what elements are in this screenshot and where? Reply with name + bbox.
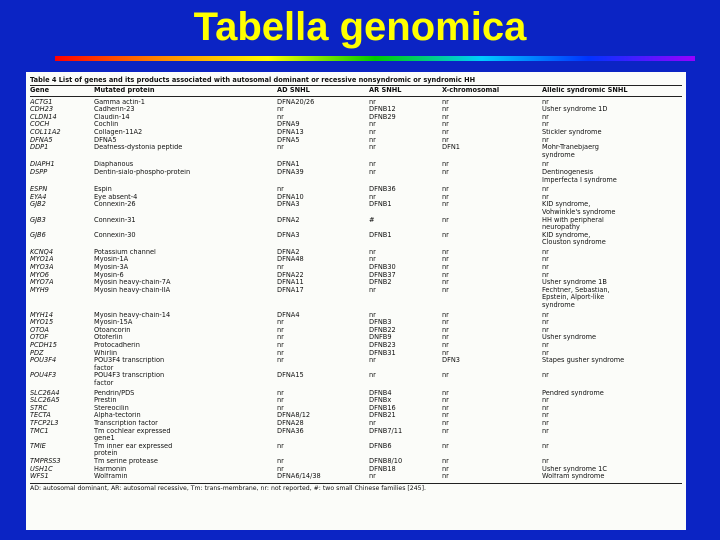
- table-footnote: AD: autosomal dominant, AR: autosomal recessive, Tm: trans-membrane, nr: not reported, #: two small Chinese families [245].: [30, 483, 682, 493]
- allelic-syndrome-cell: nr: [542, 264, 549, 272]
- ar-snhl-cell: nr: [369, 161, 376, 169]
- ad-snhl-cell: nr: [277, 465, 284, 473]
- allelic-syndrome-cell: KID syndrome, Vohwinkle's syndrome: [542, 201, 616, 216]
- x-chromosomal-cell: nr: [442, 256, 449, 264]
- gene-cell: MYO6: [30, 271, 49, 279]
- ar-snhl-cell: DFNB30: [369, 264, 396, 272]
- ar-snhl-cell: DFNB37: [369, 271, 396, 279]
- gene-cell: TMPRSS3: [30, 457, 61, 465]
- ar-snhl-cell: nr: [369, 473, 376, 481]
- allelic-syndrome-cell: nr: [542, 412, 549, 420]
- ad-snhl-cell: nr: [277, 397, 284, 405]
- ad-snhl-cell: nr: [277, 264, 284, 272]
- protein-cell: Diaphanous: [94, 161, 134, 169]
- header-allelic-syndromic: Allelic syndromic SNHL: [542, 87, 628, 94]
- table-row: [30, 129, 682, 137]
- allelic-syndrome-cell: Usher syndrome 1C: [542, 465, 607, 473]
- ar-snhl-cell: nr: [369, 419, 376, 427]
- x-chromosomal-cell: nr: [442, 216, 449, 224]
- gene-cell: TFCP2L3: [30, 419, 59, 427]
- ar-snhl-cell: nr: [369, 144, 376, 152]
- table-row: [30, 99, 682, 107]
- x-chromosomal-cell: nr: [442, 465, 449, 473]
- x-chromosomal-cell: nr: [442, 419, 449, 427]
- ad-snhl-cell: DFNA3: [277, 231, 300, 239]
- x-chromosomal-cell: nr: [442, 113, 449, 121]
- gene-cell: OTOF: [30, 334, 49, 342]
- allelic-syndrome-cell: nr: [542, 256, 549, 264]
- protein-cell: Connexin-26: [94, 201, 136, 209]
- x-chromosomal-cell: nr: [442, 161, 449, 169]
- ad-snhl-cell: DFNA20/26: [277, 98, 315, 106]
- gene-cell: KCNQ4: [30, 248, 54, 256]
- header-gene: Gene: [30, 87, 50, 94]
- ad-snhl-cell: nr: [277, 106, 284, 114]
- x-chromosomal-cell: nr: [442, 248, 449, 256]
- gene-cell: MYH14: [30, 311, 54, 319]
- x-chromosomal-cell: nr: [442, 473, 449, 481]
- ad-snhl-cell: nr: [277, 457, 284, 465]
- x-chromosomal-cell: nr: [442, 193, 449, 201]
- protein-cell: Harmonin: [94, 465, 127, 473]
- table-row: [30, 390, 682, 398]
- table-row: [30, 217, 682, 232]
- protein-cell: Collagen-11A2: [94, 128, 143, 136]
- ad-snhl-cell: DFNA3: [277, 201, 300, 209]
- x-chromosomal-cell: DFN3: [442, 357, 460, 365]
- allelic-syndrome-cell: nr: [542, 397, 549, 405]
- protein-cell: Prestin: [94, 397, 117, 405]
- gene-cell: COL11A2: [30, 128, 61, 136]
- gene-cell: MYO1A: [30, 256, 54, 264]
- protein-cell: Wolframin: [94, 473, 128, 481]
- table-row: [30, 201, 682, 216]
- table-row: [30, 194, 682, 202]
- x-chromosomal-cell: nr: [442, 271, 449, 279]
- protein-cell: Cochlin: [94, 121, 119, 129]
- allelic-syndrome-cell: Wolfram syndrome: [542, 473, 605, 481]
- allelic-syndrome-cell: nr: [542, 326, 549, 334]
- ar-snhl-cell: nr: [369, 98, 376, 106]
- ar-snhl-cell: nr: [369, 357, 376, 365]
- table-caption: Table 4 List of genes and its products associated with autosomal dominant or recessive nonsyndromic or syndromic HH: [30, 76, 682, 86]
- table-row: [30, 473, 682, 481]
- ar-snhl-cell: nr: [369, 121, 376, 129]
- protein-cell: Transcription factor: [94, 419, 158, 427]
- table-row: [30, 342, 682, 350]
- allelic-syndrome-cell: nr: [542, 319, 549, 327]
- ar-snhl-cell: nr: [369, 286, 376, 294]
- x-chromosomal-cell: nr: [442, 404, 449, 412]
- table-row: [30, 357, 682, 372]
- allelic-syndrome-cell: nr: [542, 136, 549, 144]
- allelic-syndrome-cell: KID syndrome, Clouston syndrome: [542, 231, 606, 247]
- table-row: [30, 334, 682, 342]
- protein-cell: Myosin-3A: [94, 264, 129, 272]
- ar-snhl-cell: nr: [369, 372, 376, 380]
- protein-cell: Claudin-14: [94, 113, 130, 121]
- allelic-syndrome-cell: nr: [542, 161, 549, 169]
- ad-snhl-cell: DFNA1: [277, 161, 300, 169]
- ad-snhl-cell: DFNA2: [277, 248, 300, 256]
- protein-cell: Tm inner ear expressed protein: [94, 442, 173, 458]
- ad-snhl-cell: DFNA36: [277, 427, 304, 435]
- header-ar-snhl: AR SNHL: [369, 87, 402, 94]
- table-row: [30, 428, 682, 443]
- ar-snhl-cell: DFNB22: [369, 326, 396, 334]
- gene-cell: TECTA: [30, 412, 51, 420]
- table-row: [30, 121, 682, 129]
- ar-snhl-cell: nr: [369, 193, 376, 201]
- protein-cell: Stereocilin: [94, 404, 129, 412]
- protein-cell: Myosin heavy-chain-7A: [94, 279, 171, 287]
- ad-snhl-cell: DFNA10: [277, 193, 304, 201]
- table-row: [30, 256, 682, 264]
- ad-snhl-cell: DFNA11: [277, 279, 304, 287]
- table-row: [30, 106, 682, 114]
- gene-cell: DSPP: [30, 168, 48, 176]
- ar-snhl-cell: DFNB2: [369, 279, 392, 287]
- allelic-syndrome-cell: nr: [542, 311, 549, 319]
- x-chromosomal-cell: nr: [442, 168, 449, 176]
- ar-snhl-cell: DFNB7/11: [369, 427, 403, 435]
- ad-snhl-cell: DFNA39: [277, 168, 304, 176]
- allelic-syndrome-cell: nr: [542, 113, 549, 121]
- header-ad-snhl: AD SNHL: [277, 87, 310, 94]
- allelic-syndrome-cell: Usher syndrome 1B: [542, 279, 607, 287]
- table-row: [30, 137, 682, 145]
- ad-snhl-cell: nr: [277, 442, 284, 450]
- table-row: [30, 249, 682, 257]
- gene-cell: POU3F4: [30, 357, 57, 365]
- x-chromosomal-cell: nr: [442, 427, 449, 435]
- x-chromosomal-cell: nr: [442, 372, 449, 380]
- x-chromosomal-cell: nr: [442, 128, 449, 136]
- gene-cell: PDZ: [30, 349, 44, 357]
- ad-snhl-cell: nr: [277, 404, 284, 412]
- allelic-syndrome-cell: nr: [542, 457, 549, 465]
- protein-cell: Connexin-30: [94, 231, 136, 239]
- ar-snhl-cell: DFNB23: [369, 342, 396, 349]
- x-chromosomal-cell: nr: [442, 334, 449, 342]
- x-chromosomal-cell: nr: [442, 311, 449, 319]
- x-chromosomal-cell: nr: [442, 412, 449, 420]
- row-group: [30, 312, 682, 388]
- row-group: [30, 99, 682, 160]
- gene-cell: STRC: [30, 404, 48, 412]
- ad-snhl-cell: DFNA28: [277, 419, 304, 427]
- genomic-table: [26, 72, 686, 530]
- gene-cell: DFNA5: [30, 136, 53, 144]
- gene-cell: ACTG1: [30, 98, 53, 106]
- ar-snhl-cell: DFNB29: [369, 113, 396, 121]
- protein-cell: Alpha-tectorin: [94, 412, 141, 420]
- ad-snhl-cell: DFNA13: [277, 128, 304, 136]
- table-row: [30, 114, 682, 122]
- row-group: [30, 249, 682, 310]
- table-row: [30, 186, 682, 194]
- allelic-syndrome-cell: nr: [542, 193, 549, 201]
- ad-snhl-cell: DFNA22: [277, 271, 304, 279]
- allelic-syndrome-cell: nr: [542, 427, 549, 435]
- x-chromosomal-cell: nr: [442, 106, 449, 114]
- allelic-syndrome-cell: nr: [542, 121, 549, 129]
- ar-snhl-cell: nr: [369, 311, 376, 319]
- protein-cell: Espin: [94, 186, 112, 194]
- ar-snhl-cell: DFNB21: [369, 412, 396, 420]
- allelic-syndrome-cell: Stapes gusher syndrome: [542, 357, 625, 365]
- ad-snhl-cell: DFNA5: [277, 136, 300, 144]
- table-row: [30, 161, 682, 169]
- gene-cell: MYO7A: [30, 279, 54, 287]
- gene-cell: GJB6: [30, 231, 46, 239]
- allelic-syndrome-cell: nr: [542, 404, 549, 412]
- protein-cell: Whirlin: [94, 349, 118, 357]
- ad-snhl-cell: nr: [277, 186, 284, 194]
- table-row: [30, 397, 682, 405]
- table-row: [30, 232, 682, 247]
- ar-snhl-cell: DFNB6: [369, 442, 392, 450]
- ad-snhl-cell: DFNA4: [277, 311, 300, 319]
- x-chromosomal-cell: nr: [442, 342, 449, 349]
- row-group: [30, 186, 682, 247]
- ar-snhl-cell: DFNB12: [369, 106, 396, 114]
- x-chromosomal-cell: nr: [442, 457, 449, 465]
- ad-snhl-cell: nr: [277, 389, 284, 397]
- protein-cell: Cadherin-23: [94, 106, 135, 114]
- table-body: [30, 99, 682, 481]
- protein-cell: Myosin-1A: [94, 256, 129, 264]
- ad-snhl-cell: nr: [277, 357, 284, 365]
- x-chromosomal-cell: nr: [442, 264, 449, 272]
- row-group: [30, 161, 682, 184]
- ad-snhl-cell: DFNA2: [277, 216, 300, 224]
- rainbow-divider: [55, 56, 695, 61]
- gene-cell: MYO3A: [30, 264, 54, 272]
- allelic-syndrome-cell: Dentinogenesis Imperfecta I syndrome: [542, 168, 617, 184]
- allelic-syndrome-cell: nr: [542, 372, 549, 380]
- ar-snhl-cell: nr: [369, 248, 376, 256]
- table-row: [30, 466, 682, 474]
- ar-snhl-cell: nr: [369, 168, 376, 176]
- gene-cell: CLDN14: [30, 113, 57, 121]
- ad-snhl-cell: nr: [277, 319, 284, 327]
- ad-snhl-cell: nr: [277, 144, 284, 152]
- table-row: [30, 272, 682, 280]
- table-row: [30, 264, 682, 272]
- ar-snhl-cell: DFNB3: [369, 319, 392, 327]
- table-row: [30, 458, 682, 466]
- ar-snhl-cell: #: [369, 216, 375, 224]
- ar-snhl-cell: nr: [369, 136, 376, 144]
- protein-cell: Dentin-sialo-phospho-protein: [94, 168, 191, 176]
- x-chromosomal-cell: nr: [442, 136, 449, 144]
- table-row: [30, 279, 682, 287]
- protein-cell: POU3F4 transcription factor: [94, 357, 165, 372]
- protein-cell: Gamma actin-1: [94, 98, 145, 106]
- ar-snhl-cell: DFNB31: [369, 349, 396, 357]
- protein-cell: Tm cochlear expressed gene1: [94, 427, 171, 443]
- x-chromosomal-cell: nr: [442, 121, 449, 129]
- protein-cell: Myosin heavy-chain-IIA: [94, 286, 171, 294]
- gene-cell: ESPN: [30, 186, 48, 194]
- allelic-syndrome-cell: nr: [542, 271, 549, 279]
- slide-title: Tabella genomica: [193, 5, 527, 49]
- gene-cell: GJB2: [30, 201, 46, 209]
- x-chromosomal-cell: nr: [442, 201, 449, 209]
- allelic-syndrome-cell: nr: [542, 186, 549, 194]
- x-chromosomal-cell: nr: [442, 279, 449, 287]
- header-mutated-protein: Mutated protein: [94, 87, 155, 94]
- ad-snhl-cell: nr: [277, 326, 284, 334]
- x-chromosomal-cell: nr: [442, 319, 449, 327]
- x-chromosomal-cell: nr: [442, 397, 449, 405]
- protein-cell: Protocadherin: [94, 342, 140, 349]
- allelic-syndrome-cell: Pendred syndrome: [542, 389, 604, 397]
- ar-snhl-cell: DFNB18: [369, 465, 396, 473]
- ad-snhl-cell: nr: [277, 334, 284, 342]
- table-row: [30, 312, 682, 320]
- row-group: [30, 390, 682, 481]
- ar-snhl-cell: DFNB16: [369, 404, 396, 412]
- x-chromosomal-cell: nr: [442, 286, 449, 294]
- ad-snhl-cell: nr: [277, 342, 284, 349]
- ar-snhl-cell: DFNB8/10: [369, 457, 403, 465]
- protein-cell: POU4F3 transcription factor: [94, 372, 165, 387]
- x-chromosomal-cell: nr: [442, 349, 449, 357]
- ar-snhl-cell: DFNBx: [369, 397, 392, 405]
- gene-cell: EYA4: [30, 193, 47, 201]
- protein-cell: Connexin-31: [94, 216, 136, 224]
- ad-snhl-cell: nr: [277, 113, 284, 121]
- x-chromosomal-cell: nr: [442, 186, 449, 194]
- protein-cell: Myosin heavy-chain-14: [94, 311, 171, 319]
- x-chromosomal-cell: nr: [442, 231, 449, 239]
- table-header-row: [30, 86, 682, 97]
- ad-snhl-cell: DFNA8/12: [277, 412, 311, 420]
- ar-snhl-cell: nr: [369, 256, 376, 264]
- gene-cell: DDP1: [30, 144, 49, 152]
- x-chromosomal-cell: nr: [442, 442, 449, 450]
- protein-cell: Tm serine protease: [94, 457, 158, 465]
- ar-snhl-cell: nr: [369, 128, 376, 136]
- gene-cell: MYO15: [30, 319, 54, 327]
- ar-snhl-cell: DNFB9: [369, 334, 392, 342]
- gene-cell: SLC26A4: [30, 389, 60, 397]
- allelic-syndrome-cell: Mohr-Tranebjaerg syndrome: [542, 144, 599, 159]
- ad-snhl-cell: DFNA6/14/38: [277, 473, 321, 481]
- allelic-syndrome-cell: nr: [542, 248, 549, 256]
- protein-cell: Eye absent-4: [94, 193, 138, 201]
- gene-cell: USH1C: [30, 465, 53, 473]
- gene-cell: PCDH15: [30, 342, 58, 349]
- gene-cell: CDH23: [30, 106, 54, 114]
- ar-snhl-cell: DFNB1: [369, 231, 392, 239]
- allelic-syndrome-cell: nr: [542, 442, 549, 450]
- ad-snhl-cell: DFNA48: [277, 256, 304, 264]
- x-chromosomal-cell: nr: [442, 98, 449, 106]
- allelic-syndrome-cell: HH with peripheral neuropathy: [542, 216, 604, 232]
- gene-cell: WFS1: [30, 473, 49, 481]
- ar-snhl-cell: DFNB36: [369, 186, 396, 194]
- allelic-syndrome-cell: nr: [542, 98, 549, 106]
- x-chromosomal-cell: DFN1: [442, 144, 460, 152]
- protein-cell: DFNA5: [94, 136, 117, 144]
- table-row: [30, 350, 682, 358]
- gene-cell: SLC26A5: [30, 397, 60, 405]
- allelic-syndrome-cell: Fechtner, Sebastian, Epstein, Alport-like syndrome: [542, 286, 610, 310]
- table-row: [30, 372, 682, 387]
- ad-snhl-cell: DFNA15: [277, 372, 304, 380]
- gene-cell: MYH9: [30, 286, 49, 294]
- gene-cell: OTOA: [30, 326, 49, 334]
- gene-cell: TMC1: [30, 427, 49, 435]
- table-row: [30, 420, 682, 428]
- table-row: [30, 287, 682, 310]
- table-row: [30, 405, 682, 413]
- protein-cell: Otoancorin: [94, 326, 131, 334]
- protein-cell: Myosin-15A: [94, 319, 133, 327]
- ar-snhl-cell: DFNB4: [369, 389, 392, 397]
- table-row: [30, 412, 682, 420]
- allelic-syndrome-cell: nr: [542, 349, 549, 357]
- gene-cell: POU4F3: [30, 372, 57, 380]
- table-row: [30, 319, 682, 327]
- allelic-syndrome-cell: Stickler syndrome: [542, 128, 602, 136]
- allelic-syndrome-cell: Usher syndrome: [542, 334, 597, 342]
- protein-cell: Otoferlin: [94, 334, 123, 342]
- gene-cell: DIAPH1: [30, 161, 55, 169]
- protein-cell: Deafness-dystonia peptide: [94, 144, 183, 152]
- gene-cell: COCH: [30, 121, 50, 129]
- header-x-chromosomal: X-chromosomal: [442, 87, 500, 94]
- ad-snhl-cell: DFNA9: [277, 121, 300, 129]
- gene-cell: TMIE: [30, 442, 46, 450]
- allelic-syndrome-cell: Usher syndrome 1D: [542, 106, 608, 114]
- table-row: [30, 169, 682, 184]
- ad-snhl-cell: nr: [277, 349, 284, 357]
- protein-cell: Potassium channel: [94, 248, 156, 256]
- ar-snhl-cell: DFNB1: [369, 201, 392, 209]
- gene-cell: GJB3: [30, 216, 46, 224]
- allelic-syndrome-cell: nr: [542, 419, 549, 427]
- protein-cell: Myosin-6: [94, 271, 124, 279]
- table-row: [30, 327, 682, 335]
- protein-cell: Pendrin/PDS: [94, 389, 135, 397]
- x-chromosomal-cell: nr: [442, 389, 449, 397]
- x-chromosomal-cell: nr: [442, 326, 449, 334]
- allelic-syndrome-cell: nr: [542, 342, 549, 349]
- ad-snhl-cell: DFNA17: [277, 286, 304, 294]
- table-row: [30, 443, 682, 458]
- table-row: [30, 144, 682, 159]
